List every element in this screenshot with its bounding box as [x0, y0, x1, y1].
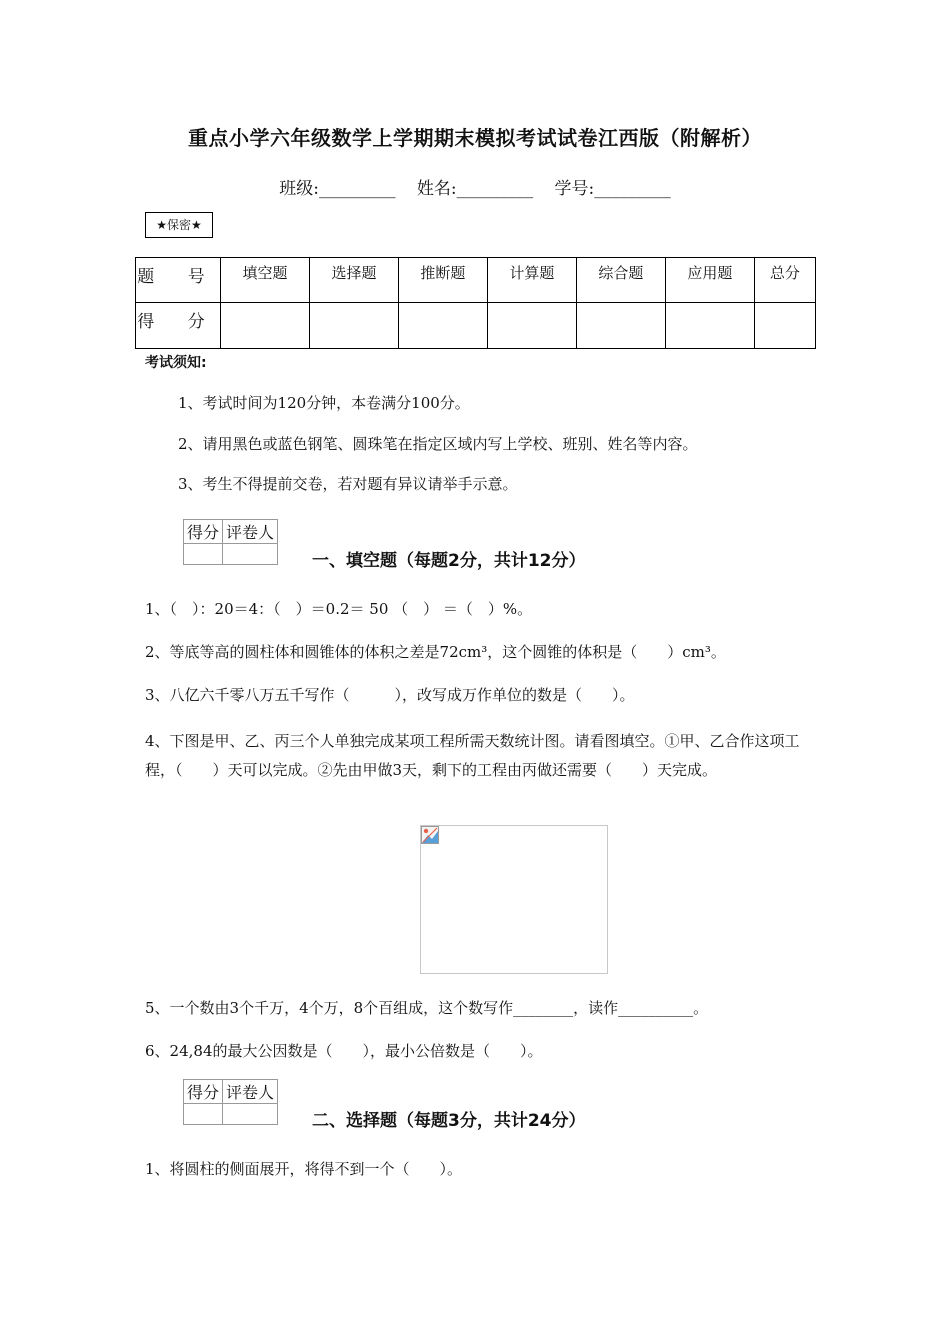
student-id-field: 学号:_________ [554, 179, 671, 199]
score-label: 得 分 [136, 303, 221, 349]
column-comprehensive: 综合题 [576, 258, 665, 303]
question-item: 5、一个数由3个千万，4个万，8个百组成，这个数写作________，读作__________。 [145, 999, 709, 1017]
question-number-label: 题 号 [136, 258, 221, 303]
grader-reviewer-label: 评卷人 [223, 520, 278, 544]
notice-heading: 考试须知: [145, 355, 207, 371]
grader-reviewer-label: 评卷人 [223, 1080, 278, 1104]
notice-item: 2、请用黑色或蓝色钢笔、圆珠笔在指定区域内写上学校、班别、姓名等内容。 [178, 435, 698, 453]
grader-box [183, 1079, 278, 1125]
page-title: 重点小学六年级数学上学期期末模拟考试试卷江西版（附解析） [188, 126, 762, 150]
column-total: 总分 [754, 258, 815, 303]
score-cell [221, 303, 310, 349]
question-item: 6、24,84的最大公因数是（ ），最小公倍数是（ ）。 [145, 1042, 543, 1060]
column-fill-blank: 填空题 [221, 258, 310, 303]
notice-item: 1、考试时间为120分钟，本卷满分100分。 [178, 394, 470, 412]
score-table-score-row [136, 303, 816, 349]
column-choice: 选择题 [309, 258, 398, 303]
score-cell [487, 303, 576, 349]
grader-score-label: 得分 [184, 1080, 223, 1104]
grader-score-cell [184, 1104, 223, 1125]
score-cell [309, 303, 398, 349]
grader-reviewer-cell [223, 1104, 278, 1125]
name-field: 姓名:_________ [416, 179, 534, 199]
section-title-fill-blank: 一、填空题（每题2分，共计12分） [312, 551, 586, 571]
grader-score-cell [184, 544, 223, 565]
question-item: 4、下图是甲、乙、丙三个人单独完成某项工程所需天数统计图。请看图填空。①甲、乙合作这项工程，（ ）天可以完成。②先由甲做3天，剩下的工程由丙做还需要（ ）天完成。 [145, 732, 800, 779]
column-application: 应用题 [665, 258, 754, 303]
question-item: 3、八亿六千零八万五千写作（ ），改写成万作单位的数是（ ）。 [145, 686, 635, 704]
score-cell [665, 303, 754, 349]
student-info-row [0, 174, 950, 199]
column-judgement: 推断题 [398, 258, 487, 303]
class-field: 班级:_________ [279, 179, 396, 199]
notice-item: 3、考生不得提前交卷，若对题有异议请举手示意。 [178, 475, 518, 493]
confidential-badge: ★保密★ [145, 212, 213, 238]
section-title-choice: 二、选择题（每题3分，共计24分） [312, 1111, 586, 1131]
broken-image-icon [421, 826, 439, 844]
score-table [135, 257, 816, 349]
question-item: 1、（ ）：20＝4：（ ）＝0.2＝ 50 （ ） ＝（ ）%。 [145, 600, 533, 618]
chart-image-placeholder [420, 825, 608, 974]
score-table-header-row [136, 258, 816, 303]
question-item: 1、将圆柱的侧面展开，将得不到一个（ ）。 [145, 1160, 463, 1178]
column-calculation: 计算题 [487, 258, 576, 303]
score-cell [398, 303, 487, 349]
grader-score-label: 得分 [184, 520, 223, 544]
question-item: 2、等底等高的圆柱体和圆锥体的体积之差是72cm³，这个圆锥的体积是（ ）cm³。 [145, 643, 726, 661]
grader-reviewer-cell [223, 544, 278, 565]
score-cell [576, 303, 665, 349]
score-cell [754, 303, 815, 349]
grader-box [183, 519, 278, 565]
